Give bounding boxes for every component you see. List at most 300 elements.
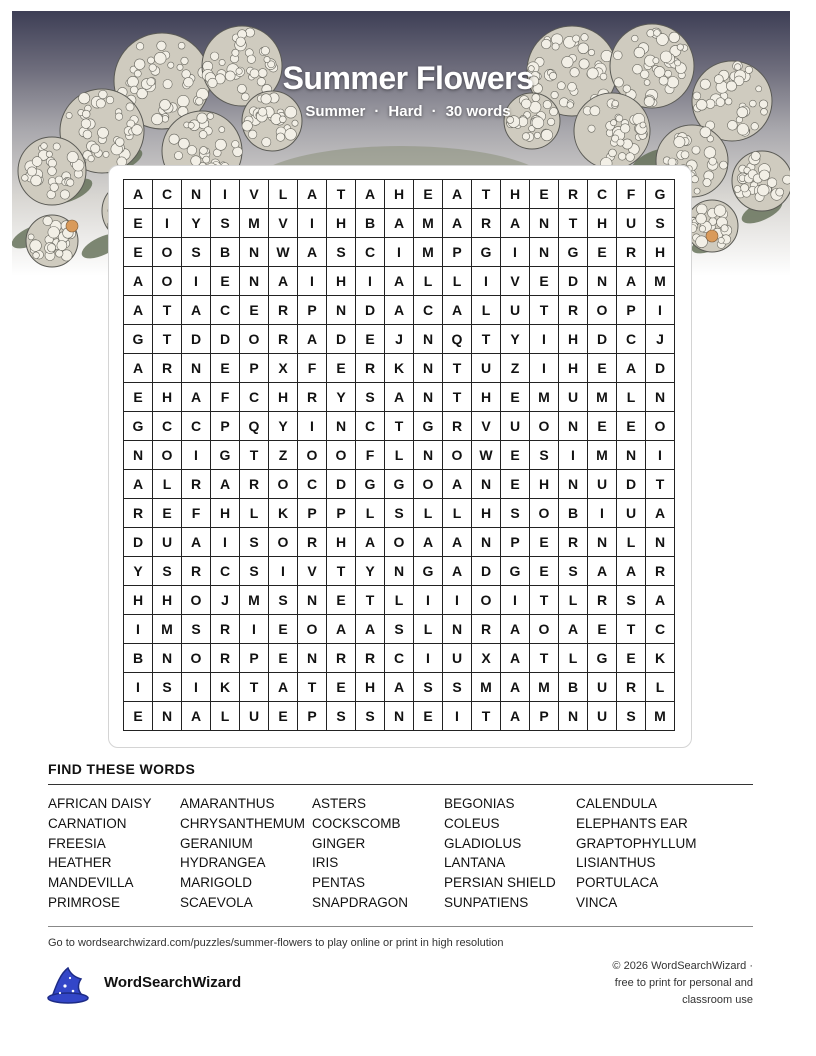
grid-cell[interactable]: U [443, 644, 472, 673]
grid-cell[interactable]: N [414, 325, 443, 354]
grid-cell[interactable]: I [240, 615, 269, 644]
grid-cell[interactable]: P [298, 499, 327, 528]
grid-cell[interactable]: N [153, 702, 182, 731]
grid-cell[interactable]: G [385, 470, 414, 499]
letter-grid[interactable] [123, 179, 675, 731]
grid-cell[interactable]: V [298, 557, 327, 586]
grid-cell[interactable]: C [153, 412, 182, 441]
grid-cell[interactable]: P [327, 499, 356, 528]
grid-cell[interactable]: I [472, 267, 501, 296]
grid-cell[interactable]: T [530, 296, 559, 325]
grid-cell[interactable]: H [385, 180, 414, 209]
grid-cell[interactable]: R [124, 499, 153, 528]
grid-cell[interactable]: R [269, 296, 298, 325]
grid-cell[interactable]: O [153, 238, 182, 267]
grid-cell[interactable]: E [327, 673, 356, 702]
grid-cell[interactable]: A [443, 296, 472, 325]
grid-cell[interactable]: N [124, 441, 153, 470]
grid-cell[interactable]: A [356, 528, 385, 557]
grid-cell[interactable]: R [559, 180, 588, 209]
grid-cell[interactable]: N [646, 528, 675, 557]
grid-cell[interactable]: A [124, 267, 153, 296]
grid-cell[interactable]: E [414, 180, 443, 209]
grid-cell[interactable]: G [588, 644, 617, 673]
grid-cell[interactable]: E [617, 412, 646, 441]
grid-cell[interactable]: N [327, 296, 356, 325]
grid-cell[interactable]: E [356, 325, 385, 354]
grid-cell[interactable]: O [269, 470, 298, 499]
grid-cell[interactable]: Y [269, 412, 298, 441]
grid-cell[interactable]: R [617, 673, 646, 702]
grid-cell[interactable]: A [385, 267, 414, 296]
grid-cell[interactable]: N [414, 354, 443, 383]
grid-cell[interactable]: A [124, 296, 153, 325]
grid-cell[interactable]: I [559, 441, 588, 470]
grid-cell[interactable]: C [211, 296, 240, 325]
grid-cell[interactable]: O [240, 325, 269, 354]
grid-cell[interactable]: L [153, 470, 182, 499]
grid-cell[interactable]: L [443, 499, 472, 528]
grid-cell[interactable]: G [646, 180, 675, 209]
grid-cell[interactable]: D [472, 557, 501, 586]
grid-cell[interactable]: I [385, 238, 414, 267]
grid-cell[interactable]: N [530, 238, 559, 267]
grid-cell[interactable]: T [559, 209, 588, 238]
grid-cell[interactable]: I [530, 325, 559, 354]
grid-cell[interactable]: L [414, 267, 443, 296]
grid-cell[interactable]: T [472, 702, 501, 731]
grid-cell[interactable]: F [356, 441, 385, 470]
grid-cell[interactable]: O [646, 412, 675, 441]
grid-cell[interactable]: I [124, 615, 153, 644]
grid-cell[interactable]: O [153, 267, 182, 296]
grid-cell[interactable]: S [356, 702, 385, 731]
grid-cell[interactable]: T [153, 325, 182, 354]
grid-cell[interactable]: A [588, 557, 617, 586]
grid-cell[interactable]: E [124, 702, 153, 731]
grid-cell[interactable]: V [472, 412, 501, 441]
grid-cell[interactable]: S [443, 673, 472, 702]
grid-cell[interactable]: T [646, 470, 675, 499]
grid-cell[interactable]: A [385, 673, 414, 702]
grid-cell[interactable]: R [153, 354, 182, 383]
grid-cell[interactable]: I [298, 412, 327, 441]
grid-cell[interactable]: H [559, 354, 588, 383]
grid-cell[interactable]: O [530, 412, 559, 441]
grid-cell[interactable]: U [472, 354, 501, 383]
grid-cell[interactable]: J [385, 325, 414, 354]
grid-cell[interactable]: H [327, 267, 356, 296]
grid-cell[interactable]: E [617, 644, 646, 673]
grid-cell[interactable]: N [559, 412, 588, 441]
grid-cell[interactable]: H [472, 383, 501, 412]
grid-cell[interactable]: K [211, 673, 240, 702]
grid-cell[interactable]: R [211, 615, 240, 644]
grid-cell[interactable]: R [298, 383, 327, 412]
grid-cell[interactable]: S [327, 238, 356, 267]
grid-cell[interactable]: C [153, 180, 182, 209]
grid-cell[interactable]: L [559, 644, 588, 673]
grid-cell[interactable]: P [211, 412, 240, 441]
grid-cell[interactable]: N [327, 412, 356, 441]
grid-cell[interactable]: C [182, 412, 211, 441]
grid-cell[interactable]: A [182, 702, 211, 731]
grid-cell[interactable]: G [414, 412, 443, 441]
grid-cell[interactable]: G [501, 557, 530, 586]
grid-cell[interactable]: H [153, 586, 182, 615]
grid-cell[interactable]: N [559, 470, 588, 499]
grid-cell[interactable]: M [472, 673, 501, 702]
grid-cell[interactable]: G [356, 470, 385, 499]
grid-cell[interactable]: A [385, 209, 414, 238]
grid-cell[interactable]: R [356, 354, 385, 383]
grid-cell[interactable]: H [327, 209, 356, 238]
grid-cell[interactable]: E [124, 383, 153, 412]
grid-cell[interactable]: P [298, 702, 327, 731]
grid-cell[interactable]: R [472, 209, 501, 238]
grid-cell[interactable]: D [559, 267, 588, 296]
grid-cell[interactable]: T [385, 412, 414, 441]
grid-cell[interactable]: A [443, 470, 472, 499]
grid-cell[interactable]: I [588, 499, 617, 528]
grid-cell[interactable]: A [617, 557, 646, 586]
grid-cell[interactable]: T [327, 557, 356, 586]
grid-cell[interactable]: P [240, 354, 269, 383]
grid-cell[interactable]: N [385, 702, 414, 731]
grid-cell[interactable]: H [588, 209, 617, 238]
grid-cell[interactable]: N [414, 383, 443, 412]
grid-cell[interactable]: X [269, 354, 298, 383]
grid-cell[interactable]: S [385, 615, 414, 644]
grid-cell[interactable]: A [443, 557, 472, 586]
grid-cell[interactable]: T [530, 644, 559, 673]
grid-cell[interactable]: C [298, 470, 327, 499]
grid-cell[interactable]: E [588, 615, 617, 644]
grid-cell[interactable]: Q [443, 325, 472, 354]
grid-cell[interactable]: A [385, 383, 414, 412]
footer-link-text[interactable]: Go to wordsearchwizard.com/puzzles/summer-flowers to play online or print in high resolution [48, 937, 504, 949]
grid-cell[interactable]: D [211, 325, 240, 354]
grid-cell[interactable]: E [530, 180, 559, 209]
grid-cell[interactable]: A [182, 528, 211, 557]
grid-cell[interactable]: T [327, 180, 356, 209]
grid-cell[interactable]: F [298, 354, 327, 383]
grid-cell[interactable]: A [443, 528, 472, 557]
grid-cell[interactable]: A [443, 209, 472, 238]
grid-cell[interactable]: C [385, 644, 414, 673]
grid-cell[interactable]: K [385, 354, 414, 383]
grid-cell[interactable]: S [182, 615, 211, 644]
grid-cell[interactable]: D [617, 470, 646, 499]
grid-cell[interactable]: S [385, 499, 414, 528]
grid-cell[interactable]: S [617, 586, 646, 615]
grid-cell[interactable]: E [240, 296, 269, 325]
grid-cell[interactable]: N [559, 702, 588, 731]
grid-cell[interactable]: O [530, 499, 559, 528]
grid-cell[interactable]: S [153, 557, 182, 586]
grid-cell[interactable]: G [414, 557, 443, 586]
grid-cell[interactable]: I [646, 441, 675, 470]
grid-cell[interactable]: L [414, 615, 443, 644]
grid-cell[interactable]: B [356, 209, 385, 238]
grid-cell[interactable]: I [501, 586, 530, 615]
grid-cell[interactable]: R [472, 615, 501, 644]
grid-cell[interactable]: T [443, 354, 472, 383]
grid-cell[interactable]: D [327, 325, 356, 354]
grid-cell[interactable]: N [588, 267, 617, 296]
grid-cell[interactable]: M [530, 383, 559, 412]
grid-cell[interactable]: N [617, 441, 646, 470]
grid-cell[interactable]: A [414, 528, 443, 557]
grid-cell[interactable]: O [385, 528, 414, 557]
grid-cell[interactable]: S [240, 557, 269, 586]
grid-cell[interactable]: L [472, 296, 501, 325]
grid-cell[interactable]: A [443, 180, 472, 209]
grid-cell[interactable]: R [211, 644, 240, 673]
grid-cell[interactable]: A [269, 673, 298, 702]
grid-cell[interactable]: C [240, 383, 269, 412]
grid-cell[interactable]: N [472, 528, 501, 557]
grid-cell[interactable]: E [327, 586, 356, 615]
grid-cell[interactable]: A [327, 615, 356, 644]
grid-cell[interactable]: P [443, 238, 472, 267]
grid-cell[interactable]: N [530, 209, 559, 238]
grid-cell[interactable]: R [617, 238, 646, 267]
grid-cell[interactable]: B [124, 644, 153, 673]
grid-cell[interactable]: I [211, 528, 240, 557]
grid-cell[interactable]: Y [501, 325, 530, 354]
grid-cell[interactable]: A [356, 615, 385, 644]
grid-cell[interactable]: T [472, 325, 501, 354]
grid-cell[interactable]: R [240, 470, 269, 499]
grid-cell[interactable]: M [153, 615, 182, 644]
grid-cell[interactable]: N [240, 238, 269, 267]
grid-cell[interactable]: A [559, 615, 588, 644]
grid-cell[interactable]: G [472, 238, 501, 267]
grid-cell[interactable]: I [298, 267, 327, 296]
grid-cell[interactable]: R [298, 528, 327, 557]
grid-cell[interactable]: S [153, 673, 182, 702]
grid-cell[interactable]: M [240, 209, 269, 238]
grid-cell[interactable]: E [269, 702, 298, 731]
grid-cell[interactable]: Z [269, 441, 298, 470]
grid-cell[interactable]: A [211, 470, 240, 499]
grid-cell[interactable]: O [298, 441, 327, 470]
grid-cell[interactable]: A [501, 209, 530, 238]
grid-cell[interactable]: C [414, 296, 443, 325]
grid-cell[interactable]: T [356, 586, 385, 615]
grid-cell[interactable]: O [153, 441, 182, 470]
grid-cell[interactable]: I [211, 180, 240, 209]
grid-cell[interactable]: N [385, 557, 414, 586]
grid-cell[interactable]: D [124, 528, 153, 557]
grid-cell[interactable]: Q [240, 412, 269, 441]
grid-cell[interactable]: I [443, 702, 472, 731]
grid-cell[interactable]: O [443, 441, 472, 470]
grid-cell[interactable]: N [240, 267, 269, 296]
grid-cell[interactable]: O [588, 296, 617, 325]
grid-cell[interactable]: L [240, 499, 269, 528]
grid-cell[interactable]: W [472, 441, 501, 470]
grid-cell[interactable]: V [240, 180, 269, 209]
grid-cell[interactable]: O [327, 441, 356, 470]
grid-cell[interactable]: A [617, 267, 646, 296]
grid-cell[interactable]: E [211, 267, 240, 296]
grid-cell[interactable]: U [501, 412, 530, 441]
grid-cell[interactable]: W [269, 238, 298, 267]
grid-cell[interactable]: L [385, 441, 414, 470]
grid-cell[interactable]: O [414, 470, 443, 499]
grid-cell[interactable]: Y [356, 557, 385, 586]
grid-cell[interactable]: H [327, 528, 356, 557]
grid-cell[interactable]: E [530, 557, 559, 586]
grid-cell[interactable]: B [559, 499, 588, 528]
grid-cell[interactable]: N [588, 528, 617, 557]
grid-cell[interactable]: G [559, 238, 588, 267]
grid-cell[interactable]: S [559, 557, 588, 586]
grid-cell[interactable]: M [414, 209, 443, 238]
grid-cell[interactable]: N [646, 383, 675, 412]
grid-cell[interactable]: S [240, 528, 269, 557]
grid-cell[interactable]: U [240, 702, 269, 731]
grid-cell[interactable]: I [298, 209, 327, 238]
grid-cell[interactable]: M [530, 673, 559, 702]
grid-cell[interactable]: L [617, 528, 646, 557]
grid-cell[interactable]: T [240, 673, 269, 702]
grid-cell[interactable]: K [269, 499, 298, 528]
grid-cell[interactable]: I [182, 267, 211, 296]
grid-cell[interactable]: T [530, 586, 559, 615]
grid-cell[interactable]: H [646, 238, 675, 267]
grid-cell[interactable]: S [646, 209, 675, 238]
grid-cell[interactable]: S [327, 702, 356, 731]
grid-cell[interactable]: D [646, 354, 675, 383]
grid-cell[interactable]: H [124, 586, 153, 615]
grid-cell[interactable]: U [153, 528, 182, 557]
grid-cell[interactable]: E [501, 441, 530, 470]
grid-cell[interactable]: I [182, 441, 211, 470]
grid-cell[interactable]: C [588, 180, 617, 209]
grid-cell[interactable]: E [327, 354, 356, 383]
grid-cell[interactable]: C [617, 325, 646, 354]
grid-cell[interactable]: L [617, 383, 646, 412]
grid-cell[interactable]: S [414, 673, 443, 702]
grid-cell[interactable]: M [646, 267, 675, 296]
grid-cell[interactable]: R [443, 412, 472, 441]
grid-cell[interactable]: I [269, 557, 298, 586]
grid-cell[interactable]: E [269, 644, 298, 673]
grid-cell[interactable]: C [356, 412, 385, 441]
grid-cell[interactable]: O [472, 586, 501, 615]
grid-cell[interactable]: R [182, 557, 211, 586]
grid-cell[interactable]: S [617, 702, 646, 731]
grid-cell[interactable]: M [240, 586, 269, 615]
grid-cell[interactable]: Y [124, 557, 153, 586]
grid-cell[interactable]: P [617, 296, 646, 325]
grid-cell[interactable]: L [414, 499, 443, 528]
grid-cell[interactable]: E [501, 383, 530, 412]
grid-cell[interactable]: U [617, 499, 646, 528]
grid-cell[interactable]: R [646, 557, 675, 586]
grid-cell[interactable]: T [617, 615, 646, 644]
grid-cell[interactable]: E [588, 238, 617, 267]
grid-cell[interactable]: N [472, 470, 501, 499]
grid-cell[interactable]: I [646, 296, 675, 325]
grid-cell[interactable]: A [182, 296, 211, 325]
grid-cell[interactable]: A [124, 180, 153, 209]
grid-cell[interactable]: I [124, 673, 153, 702]
grid-cell[interactable]: D [182, 325, 211, 354]
grid-cell[interactable]: E [124, 209, 153, 238]
grid-cell[interactable]: N [414, 441, 443, 470]
grid-cell[interactable]: E [269, 615, 298, 644]
grid-cell[interactable]: N [443, 615, 472, 644]
grid-cell[interactable]: L [385, 586, 414, 615]
grid-cell[interactable]: D [356, 296, 385, 325]
grid-cell[interactable]: A [356, 180, 385, 209]
grid-cell[interactable]: E [124, 238, 153, 267]
grid-cell[interactable]: R [588, 586, 617, 615]
grid-cell[interactable]: Y [182, 209, 211, 238]
grid-cell[interactable]: Y [327, 383, 356, 412]
grid-cell[interactable]: F [182, 499, 211, 528]
grid-cell[interactable]: M [588, 441, 617, 470]
grid-cell[interactable]: T [153, 296, 182, 325]
grid-cell[interactable]: F [211, 383, 240, 412]
grid-cell[interactable]: L [646, 673, 675, 702]
grid-cell[interactable]: A [646, 499, 675, 528]
grid-cell[interactable]: S [182, 238, 211, 267]
grid-cell[interactable]: V [269, 209, 298, 238]
grid-cell[interactable]: I [153, 209, 182, 238]
grid-cell[interactable]: L [211, 702, 240, 731]
grid-cell[interactable]: E [588, 354, 617, 383]
grid-cell[interactable]: R [269, 325, 298, 354]
grid-cell[interactable]: A [501, 702, 530, 731]
grid-cell[interactable]: R [559, 528, 588, 557]
grid-cell[interactable]: L [443, 267, 472, 296]
grid-cell[interactable]: U [588, 470, 617, 499]
grid-cell[interactable]: M [414, 238, 443, 267]
grid-cell[interactable]: I [414, 644, 443, 673]
grid-cell[interactable]: J [211, 586, 240, 615]
grid-cell[interactable]: E [530, 528, 559, 557]
grid-cell[interactable]: B [211, 238, 240, 267]
grid-cell[interactable]: E [414, 702, 443, 731]
grid-cell[interactable]: H [472, 499, 501, 528]
grid-cell[interactable]: M [588, 383, 617, 412]
grid-cell[interactable]: O [298, 615, 327, 644]
grid-cell[interactable]: N [298, 644, 327, 673]
grid-cell[interactable]: S [356, 383, 385, 412]
grid-cell[interactable]: L [356, 499, 385, 528]
grid-cell[interactable]: P [240, 644, 269, 673]
grid-cell[interactable]: H [356, 673, 385, 702]
grid-cell[interactable]: H [211, 499, 240, 528]
grid-cell[interactable]: R [182, 470, 211, 499]
grid-cell[interactable]: G [124, 325, 153, 354]
grid-cell[interactable]: L [269, 180, 298, 209]
grid-cell[interactable]: A [646, 586, 675, 615]
grid-cell[interactable]: T [298, 673, 327, 702]
grid-cell[interactable]: L [559, 586, 588, 615]
grid-cell[interactable]: I [530, 354, 559, 383]
grid-cell[interactable]: S [269, 586, 298, 615]
grid-cell[interactable]: N [182, 354, 211, 383]
grid-cell[interactable]: N [153, 644, 182, 673]
grid-cell[interactable]: O [182, 586, 211, 615]
grid-cell[interactable]: H [153, 383, 182, 412]
